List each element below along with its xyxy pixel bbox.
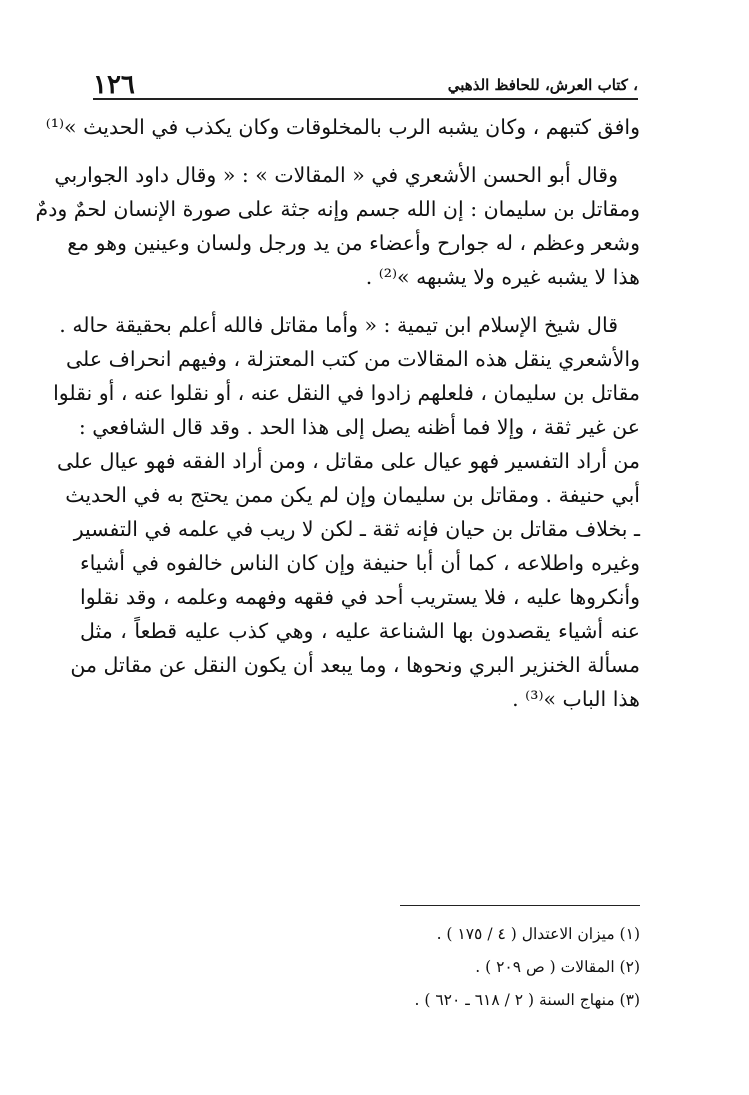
page-header [93,70,638,100]
text-line: ـ بخلاف مقاتل بن حيان فإنه ثقة ـ لكن لا ريب في علمه في التفسير [73,517,640,541]
paragraph-2 [35,158,640,294]
text-line: وافق كتبهم ، وكان يشبه الرب بالمخلوقات وكان يكذب في الحديث »⁽¹⁾ [45,115,640,139]
text-line: مقاتل بن سليمان ، فلعلهم زادوا في النقل عنه ، أو نقلوا عنه ، أو نقلوا [53,381,640,405]
text-line: وقال أبو الحسن الأشعري في « المقالات » : « وقال داود الجواربي [54,163,618,187]
footnote-rule [400,905,640,906]
footnote-2: (٢) المقالات ( ص ٢٠٩ ) . [475,958,640,976]
text-line: والأشعري ينقل هذه المقالات من كتب المعتزلة ، وفيهم انحراف على [65,347,640,371]
text-line: أبي حنيفة . ومقاتل بن سليمان وإن لم يكن ممن يحتج به في الحديث [65,483,640,507]
main-text [35,110,640,730]
paragraph-3 [53,308,640,716]
text-line: وأنكروها عليه ، فلا يستريب أحد في فقهه وفهمه وعلمه ، وقد نقلوا [80,585,640,609]
text-line: عن غير ثقة ، وإلا فما أظنه يصل إلى هذا الحد . وقد قال الشافعي : [78,415,640,439]
text-line: وشعر وعظم ، له جوارح وأعضاء من يد ورجل ولسان وعينين وهو مع [67,231,640,255]
text-line: قال شيخ الإسلام ابن تيمية : « وأما مقاتل فالله أعلم بحقيقة حاله . [59,313,618,337]
text-line: من أراد التفسير فهو عيال على مقاتل ، ومن أراد الفقه فهو عيال على [56,449,640,473]
text-line: هذا الباب »⁽³⁾ . [512,687,640,711]
footnotes [300,918,640,1017]
text-line: وغيره واطلاعه ، كما أن أبا حنيفة وإن كان الناس خالفوه في أشياء [80,551,640,575]
text-line: عنه أشياء يقصدون بها الشناعة عليه ، وهي كذب عليه قطعاً ، مثل [80,619,640,643]
footnote-1: (١) ميزان الاعتدال ( ٤ / ١٧٥ ) . [436,925,640,943]
footnote-3: (٣) منهاج السنة ( ٢ / ٦١٨ ـ ٦٢٠ ) . [414,991,640,1009]
page-number: ١٢٦ [93,70,135,100]
text-line: ومقاتل بن سليمان : إن الله جسم وإنه جثة على صورة الإنسان لحمٌ ودمٌ [35,197,640,221]
text-line: هذا لا يشبه غيره ولا يشبهه »⁽²⁾ . [365,265,640,289]
text-line: مسألة الخنزير البري ونحوها ، وما يبعد أن يكون النقل عن مقاتل من [70,653,640,677]
paragraph-1 [45,110,640,144]
running-title: ، كتاب العرش، للحافظ الذهبي [447,76,638,94]
header-rule [93,98,638,100]
